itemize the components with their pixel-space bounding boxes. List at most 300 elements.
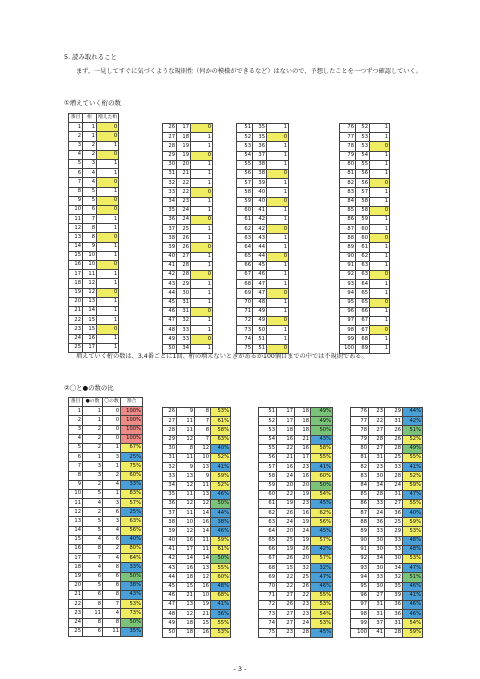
table-row <box>69 434 143 443</box>
black-count-cell: 22 <box>369 417 385 426</box>
increase-cell: 1 <box>191 179 213 188</box>
white-count-cell: 25 <box>385 518 403 527</box>
table-row <box>163 316 213 325</box>
ratio-cell: 50% <box>311 481 333 490</box>
black-count-cell: 36 <box>369 518 385 527</box>
digits-cell: 21 <box>177 169 191 178</box>
increase-cell: 1 <box>267 188 289 197</box>
table-row <box>351 600 423 609</box>
increase-cell: 0 <box>191 307 213 316</box>
ratio-cell: 52% <box>403 472 423 481</box>
increase-cell: 1 <box>191 206 213 215</box>
increase-cell: 1 <box>370 252 390 261</box>
increase-cell: 1 <box>370 215 390 224</box>
index-cell: 64 <box>237 243 253 252</box>
table-row <box>237 326 289 335</box>
index-cell: 95 <box>351 582 369 591</box>
table-row <box>351 408 423 417</box>
digits-cell: 50 <box>253 326 267 335</box>
digits-cell: 66 <box>356 307 370 316</box>
table-row <box>69 554 143 563</box>
digits-cell: 47 <box>253 289 267 298</box>
table-row <box>259 564 333 573</box>
digits-cell: 63 <box>356 271 370 280</box>
table-row <box>163 280 213 289</box>
ratio-cell: 100% <box>121 407 143 416</box>
increase-cell: 1 <box>267 234 289 243</box>
index-cell: 13 <box>69 517 83 526</box>
index-cell: 74 <box>237 335 253 344</box>
increase-cell: 0 <box>97 196 119 205</box>
increase-cell: 1 <box>267 280 289 289</box>
digits-cell: 35 <box>253 133 267 142</box>
index-cell: 66 <box>259 545 277 554</box>
black-count-cell: 5 <box>83 489 103 498</box>
increase-cell: 1 <box>267 160 289 169</box>
table-row <box>237 335 289 344</box>
increase-cell: 1 <box>97 306 119 315</box>
index-cell: 18 <box>69 563 83 572</box>
white-count-cell: 13 <box>195 490 211 499</box>
index-cell: 44 <box>163 289 177 298</box>
ratio-cell: 47% <box>403 490 423 499</box>
index-cell: 78 <box>340 142 356 151</box>
table-row <box>340 179 390 188</box>
ratio-cell: 55% <box>211 564 231 573</box>
index-cell: 5 <box>69 443 83 452</box>
index-cell: 29 <box>163 435 177 444</box>
ratio-cell: 46% <box>211 527 231 536</box>
white-count-cell: 0 <box>103 407 121 416</box>
index-cell: 84 <box>351 481 369 490</box>
increase-cell: 1 <box>97 215 119 224</box>
table-row <box>69 443 143 452</box>
increase-cell: 0 <box>267 252 289 261</box>
increase-cell: 1 <box>97 242 119 251</box>
digits-cell: 2 <box>83 150 97 159</box>
white-count-cell: 24 <box>295 527 311 536</box>
index-cell: 76 <box>351 408 369 417</box>
table-row <box>340 298 390 307</box>
increase-cell: 1 <box>191 160 213 169</box>
header-cell: 番目 <box>69 398 83 407</box>
white-count-cell: 32 <box>385 573 403 582</box>
ratio-cell: 59% <box>403 518 423 527</box>
digits-cell: 24 <box>177 206 191 215</box>
table-row <box>259 463 333 472</box>
digits-cell: 24 <box>177 215 191 224</box>
table-row <box>340 197 390 206</box>
table-row <box>351 610 423 619</box>
index-cell: 26 <box>163 408 177 417</box>
index-cell: 16 <box>69 545 83 554</box>
index-cell: 78 <box>351 426 369 435</box>
header-cell: ●の数 <box>83 398 103 407</box>
table-row <box>340 326 390 335</box>
index-cell: 61 <box>259 499 277 508</box>
white-count-cell: 4 <box>103 609 121 618</box>
white-count-cell: 33 <box>385 463 403 472</box>
ratio-cell: 41% <box>403 463 423 472</box>
increase-cell: 1 <box>267 142 289 151</box>
table-row <box>340 252 390 261</box>
white-count-cell: 13 <box>195 463 211 472</box>
white-count-cell: 26 <box>295 545 311 554</box>
table-row <box>163 619 231 628</box>
digits-cell: 31 <box>177 298 191 307</box>
white-count-cell: 36 <box>385 600 403 609</box>
increase-cell: 1 <box>370 335 390 344</box>
index-cell: 100 <box>340 344 356 353</box>
digits-cell: 60 <box>356 225 370 234</box>
index-cell: 1 <box>69 123 83 132</box>
index-cell: 45 <box>163 582 177 591</box>
index-cell: 33 <box>163 472 177 481</box>
table-row <box>163 124 213 133</box>
table-row <box>351 564 423 573</box>
table-row <box>351 490 423 499</box>
digits-cell: 67 <box>356 316 370 325</box>
digits-cell: 61 <box>356 243 370 252</box>
black-count-cell: 1 <box>83 416 103 425</box>
ratio-cell: 41% <box>211 600 231 609</box>
digits-cell: 26 <box>177 234 191 243</box>
index-cell: 79 <box>351 435 369 444</box>
black-count-cell: 7 <box>83 554 103 563</box>
white-count-cell: 8 <box>103 563 121 572</box>
index-cell: 59 <box>259 481 277 490</box>
header-cell: 〇の数 <box>103 398 121 407</box>
white-count-cell: 6 <box>103 572 121 581</box>
white-count-cell: 12 <box>195 444 211 453</box>
index-cell: 35 <box>163 206 177 215</box>
digits-cell: 27 <box>177 252 191 261</box>
index-cell: 61 <box>237 215 253 224</box>
increase-cell: 1 <box>191 197 213 206</box>
ratio-cell: 43% <box>121 590 143 599</box>
table-row <box>237 271 289 280</box>
white-count-cell: 6 <box>103 535 121 544</box>
ratio-cell: 33% <box>121 563 143 572</box>
index-cell: 20 <box>69 297 83 306</box>
white-count-cell: 4 <box>103 480 121 489</box>
index-cell: 88 <box>340 234 356 243</box>
index-cell: 81 <box>351 453 369 462</box>
digits-cell: 1 <box>83 123 97 132</box>
increase-cell: 0 <box>370 326 390 335</box>
increase-cell: 0 <box>97 123 119 132</box>
index-cell: 34 <box>163 197 177 206</box>
index-cell: 57 <box>259 463 277 472</box>
table-row <box>237 142 289 151</box>
table-row <box>163 490 231 499</box>
table-row <box>69 233 119 242</box>
digits-cell: 42 <box>253 225 267 234</box>
black-count-cell: 1 <box>83 407 103 416</box>
table-row <box>69 325 119 334</box>
header-cell: 増えた桁 <box>97 114 119 123</box>
digits-cell: 7 <box>83 215 97 224</box>
table-row <box>69 581 143 590</box>
ratio-cell: 46% <box>311 582 333 591</box>
index-cell: 100 <box>351 628 369 637</box>
section-heading: 5. 読み取れること <box>64 53 117 61</box>
index-cell: 24 <box>69 618 83 627</box>
table-row <box>69 270 119 279</box>
white-count-cell: 7 <box>195 417 211 426</box>
black-count-cell: 11 <box>177 417 195 426</box>
index-cell: 40 <box>163 252 177 261</box>
ratio-cell: 53% <box>311 600 333 609</box>
increase-cell: 1 <box>97 141 119 150</box>
ratio-cell: 64% <box>121 554 143 563</box>
table-row <box>237 124 289 133</box>
table-row <box>259 619 333 628</box>
index-cell: 23 <box>69 609 83 618</box>
black-count-cell: 33 <box>369 499 385 508</box>
increase-cell: 1 <box>97 270 119 279</box>
ratio-cell: 52% <box>211 481 231 490</box>
table-row <box>69 480 143 489</box>
black-count-cell: 4 <box>83 499 103 508</box>
black-count-cell: 25 <box>277 536 295 545</box>
black-count-cell: 27 <box>277 610 295 619</box>
digits-cell: 20 <box>177 160 191 169</box>
black-count-cell: 6 <box>83 572 103 581</box>
index-cell: 41 <box>163 545 177 554</box>
increase-cell: 0 <box>191 124 213 133</box>
white-count-cell: 18 <box>295 408 311 417</box>
index-cell: 83 <box>340 188 356 197</box>
increase-cell: 1 <box>191 252 213 261</box>
index-cell: 51 <box>237 124 253 133</box>
white-count-cell: 13 <box>195 564 211 573</box>
table-row <box>237 160 289 169</box>
ratio-cell: 40% <box>211 444 231 453</box>
white-count-cell: 19 <box>295 536 311 545</box>
increase-cell: 1 <box>267 326 289 335</box>
black-count-cell: 28 <box>369 490 385 499</box>
index-cell: 7 <box>69 178 83 187</box>
table-row <box>163 151 213 160</box>
index-cell: 3 <box>69 141 83 150</box>
table-row <box>69 590 143 599</box>
index-cell: 71 <box>237 307 253 316</box>
index-cell: 63 <box>237 234 253 243</box>
white-count-cell: 14 <box>195 509 211 518</box>
table-row <box>163 527 231 536</box>
table-row <box>69 251 119 260</box>
index-cell: 89 <box>340 243 356 252</box>
digits-cell: 19 <box>177 142 191 151</box>
white-count-cell: 16 <box>295 444 311 453</box>
index-cell: 20 <box>69 581 83 590</box>
index-cell: 91 <box>340 261 356 270</box>
table-row <box>237 179 289 188</box>
ratio-table-2 <box>162 407 231 638</box>
digit-increase-title: ①増えていく桁の数 <box>64 99 121 107</box>
table-row <box>259 628 333 637</box>
digits-cell: 49 <box>253 316 267 325</box>
digits-cell: 6 <box>83 205 97 214</box>
digits-cell: 26 <box>177 243 191 252</box>
black-count-cell: 3 <box>83 471 103 480</box>
table-row <box>340 271 390 280</box>
ratio-cell: 48% <box>403 545 423 554</box>
index-cell: 49 <box>163 335 177 344</box>
table-row <box>237 261 289 270</box>
table-row <box>69 215 119 224</box>
table-row <box>69 508 143 517</box>
ratio-cell: 62% <box>311 509 333 518</box>
ratio-cell: 83% <box>121 489 143 498</box>
table-row <box>163 197 213 206</box>
index-cell: 80 <box>340 160 356 169</box>
white-count-cell: 20 <box>295 555 311 564</box>
index-cell: 23 <box>69 325 83 334</box>
digits-cell: 47 <box>253 280 267 289</box>
index-cell: 24 <box>69 334 83 343</box>
white-count-cell: 10 <box>195 453 211 462</box>
white-count-cell: 23 <box>295 600 311 609</box>
index-cell: 21 <box>69 306 83 315</box>
table-row <box>163 499 231 508</box>
table-row <box>351 481 423 490</box>
digits-cell: 53 <box>356 142 370 151</box>
table-row <box>237 316 289 325</box>
table-row <box>163 545 231 554</box>
ratio-cell: 43% <box>311 435 333 444</box>
table-row <box>69 297 119 306</box>
index-cell: 63 <box>259 518 277 527</box>
index-cell: 21 <box>69 590 83 599</box>
black-count-cell: 15 <box>177 582 195 591</box>
ratio-cell: 25% <box>121 508 143 517</box>
digits-cell: 11 <box>83 270 97 279</box>
white-count-cell: 3 <box>103 453 121 462</box>
white-count-cell: 0 <box>103 434 121 443</box>
white-count-cell: 7 <box>195 435 211 444</box>
white-count-cell: 20 <box>295 481 311 490</box>
ratio-cell: 60% <box>121 471 143 480</box>
increase-cell: 0 <box>370 206 390 215</box>
table-row <box>340 160 390 169</box>
table-row <box>69 489 143 498</box>
black-count-cell: 12 <box>177 481 195 490</box>
digits-cell: 31 <box>177 307 191 316</box>
table-row <box>340 335 390 344</box>
table-row <box>163 610 231 619</box>
index-cell: 34 <box>163 481 177 490</box>
table-row <box>163 463 231 472</box>
ratio-cell: 45% <box>311 527 333 536</box>
increase-cell: 1 <box>370 160 390 169</box>
table-row <box>259 536 333 545</box>
digits-cell: 59 <box>356 215 370 224</box>
index-cell: 25 <box>69 627 83 636</box>
white-count-cell: 8 <box>195 426 211 435</box>
index-cell: 94 <box>340 289 356 298</box>
index-cell: 36 <box>163 499 177 508</box>
black-count-cell: 31 <box>369 453 385 462</box>
ratio-cell: 41% <box>211 463 231 472</box>
black-count-cell: 18 <box>177 619 195 628</box>
ratio-cell: 60% <box>311 472 333 481</box>
ratio-cell: 100% <box>121 425 143 434</box>
index-cell: 59 <box>237 197 253 206</box>
index-cell: 90 <box>340 252 356 261</box>
black-count-cell: 27 <box>369 426 385 435</box>
increase-cell: 0 <box>191 243 213 252</box>
table-row <box>237 215 289 224</box>
digits-cell: 14 <box>83 306 97 315</box>
increase-cell: 0 <box>97 325 119 334</box>
index-cell: 35 <box>163 490 177 499</box>
index-cell: 9 <box>69 480 83 489</box>
white-count-cell: 0 <box>103 416 121 425</box>
white-count-cell: 1 <box>103 462 121 471</box>
white-count-cell: 23 <box>295 610 311 619</box>
digits-cell: 38 <box>253 169 267 178</box>
ratio-cell: 63% <box>211 435 231 444</box>
table-row <box>351 444 423 453</box>
digits-cell: 56 <box>356 169 370 178</box>
digits-cell: 8 <box>83 224 97 233</box>
table-row <box>69 618 143 627</box>
index-cell: 36 <box>163 215 177 224</box>
ratio-cell: 45% <box>311 628 333 637</box>
increase-cell: 1 <box>191 298 213 307</box>
black-count-cell: 6 <box>83 627 103 636</box>
index-cell: 46 <box>163 307 177 316</box>
table-row <box>69 627 143 636</box>
index-cell: 2 <box>69 416 83 425</box>
table-row <box>163 453 231 462</box>
digits-cell: 46 <box>253 271 267 280</box>
table-row <box>340 188 390 197</box>
table-row <box>163 215 213 224</box>
index-cell: 15 <box>69 535 83 544</box>
black-count-cell: 14 <box>177 555 195 564</box>
table-row <box>163 243 213 252</box>
index-cell: 75 <box>237 344 253 353</box>
index-cell: 6 <box>69 453 83 462</box>
table-row <box>163 417 231 426</box>
ratio-cell: 42% <box>403 417 423 426</box>
index-cell: 37 <box>163 225 177 234</box>
black-count-cell: 9 <box>177 463 195 472</box>
white-count-cell: 2 <box>103 471 121 480</box>
table-row <box>163 142 213 151</box>
white-count-cell: 8 <box>195 408 211 417</box>
index-cell: 28 <box>163 142 177 151</box>
table-row <box>351 435 423 444</box>
digits-cell: 43 <box>253 234 267 243</box>
table-row <box>69 545 143 554</box>
increase-cell: 0 <box>267 169 289 178</box>
table-row <box>259 527 333 536</box>
index-cell: 48 <box>163 610 177 619</box>
ratio-table-3 <box>258 407 333 638</box>
table-row <box>163 160 213 169</box>
increase-cell: 1 <box>267 243 289 252</box>
index-cell: 29 <box>163 151 177 160</box>
black-count-cell: 30 <box>369 536 385 545</box>
digits-cell: 4 <box>83 178 97 187</box>
digits-cell: 69 <box>356 344 370 353</box>
increase-cell: 0 <box>191 215 213 224</box>
digits-cell: 34 <box>177 344 191 353</box>
